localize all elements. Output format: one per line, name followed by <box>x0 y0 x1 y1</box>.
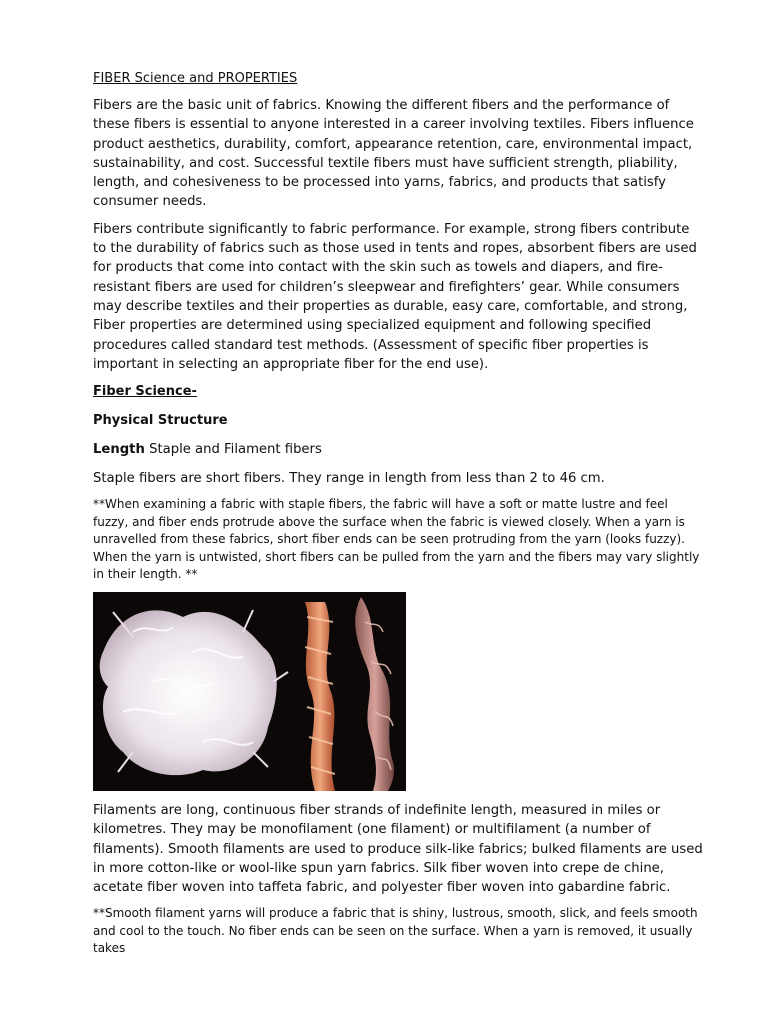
paragraph-performance: Fibers contribute significantly to fabric performance. For example, strong fibers contribute to the durability of fabrics such as those used in tents and ropes, absorbent fibers are used for products that come into contact with the skin such as towels and diapers, and fire-resistant fibers are used for children’s sleepwear and firefighters’ gear. While consumers may describe textiles and their properties as durable, easy care, comfortable, and strong, Fiber properties are determined using specialized equipment and following specified procedures called standard test methods. (Assessment of specific fiber properties is important in selecting an appropriate fiber for the end use). <box>93 221 697 372</box>
paragraph-filaments: Filaments are long, continuous fiber strands of indefinite length, measured in miles or kilometres. They may be monofilament (one filament) or multifilament (a number of filaments). Smooth filaments are used to produce silk-like fabrics; bulked filaments are used in more cotton-like or wool-like spun yarn fabrics. Silk fiber woven into crepe de chine, acetate fiber woven into taffeta fabric, and polyester fiber woven into gabardine fabric. <box>93 802 703 896</box>
document-body <box>93 69 705 966</box>
fiber-photo-graphic <box>93 592 406 791</box>
length-label: Length <box>93 442 145 458</box>
length-text: Staple and Filament fibers <box>149 442 322 458</box>
paragraph-staple: Staple fibers are short fibers. They range in length from less than 2 to 46 cm. <box>93 471 605 487</box>
staple-fibers-photo <box>93 592 406 791</box>
document-title: FIBER Science and PROPERTIES <box>93 71 298 86</box>
heading-fiber-science: Fiber Science- <box>93 384 197 400</box>
length-row <box>93 440 705 459</box>
paragraph-intro: Fibers are the basic unit of fabrics. Knowing the different fibers and the performance of these fibers is essential to anyone interested in a career involving textiles. Fibers influence product aesthetics, durability, comfort, appearance retention, care, environmental impact, sustainability, and cost. Successful textile fibers must have sufficient strength, pliability, length, and cohesiveness to be processed into yarns, fabrics, and products that satisfy consumer needs. <box>93 98 694 210</box>
note-filament: **Smooth filament yarns will produce a fabric that is shiny, lustrous, smooth, slick, and feels smooth and cool to the touch. No fiber ends can be seen on the surface. When a yarn is removed, it usually takes <box>93 906 698 956</box>
note-staple: **When examining a fabric with staple fibers, the fabric will have a soft or matte lustre and feel fuzzy, and fiber ends protrude above the surface when the fabric is viewed closely. When a yarn is unravelled from these fabrics, short fiber ends can be seen protruding from the yarn (looks fuzzy). When the yarn is untwisted, short fibers can be pulled from the yarn and the fibers may vary slightly in their length. ** <box>93 497 700 582</box>
heading-physical-structure: Physical Structure <box>93 413 228 429</box>
